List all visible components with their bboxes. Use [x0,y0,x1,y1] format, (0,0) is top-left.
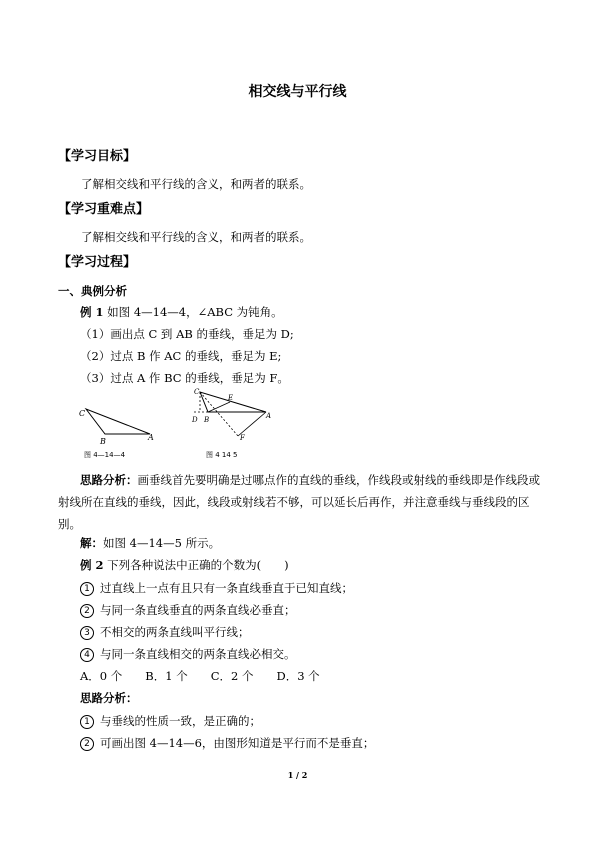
option-text: 不相交的两条直线叫平行线； [100,625,250,639]
example1-label: 例 1 [80,305,104,319]
option-text: 过直线上一点有且只有一条直线垂直于已知直线； [100,581,353,595]
example2-analysis-item-1 [80,713,261,729]
fig2-label-e: E [228,394,234,402]
fig2-label-a: A [266,412,272,420]
goal-heading: 【学习目标】 [58,149,137,164]
option-text: 与同一条直线相交的两条直线必相交。 [100,647,296,661]
key-points-heading: 【学习重难点】 [58,202,150,217]
circled-number: 2 [80,737,94,751]
fig2-label-f: F [240,434,245,442]
example2-option-3 [80,624,250,640]
example2-text: 下列各种说法中正确的个数为( ) [107,558,289,572]
example1-answer [80,535,220,551]
page-number: 1 / 2 [287,770,308,780]
example1-item-1: （1）画出点 C 到 AB 的垂线，垂足为 D; [80,327,294,341]
figure-4-14-4 [78,404,158,444]
triangle-abc [86,409,150,434]
example1-statement [80,304,283,320]
fig2-label-c: C [194,388,200,396]
example1-text: 如图 4—14—4，∠ABC 为钝角。 [107,305,283,319]
example1-item-3: （3）过点 A 作 BC 的垂线，垂足为 F。 [80,371,289,385]
figure-4-14-4-caption: 图 4—14—4 [84,451,126,459]
fig1-label-c: C [79,409,86,418]
goal-text: 了解相交线和平行线的含义，和两者的联系。 [81,177,311,191]
example2-option-4 [80,646,296,662]
example1-answer-text: 如图 4—14—5 所示。 [103,536,221,550]
example2-option-1 [80,580,353,596]
example1-analysis-label: 思路分析： [80,473,138,487]
circled-number: 1 [80,715,94,729]
fig1-label-b: B [100,437,106,444]
key-points-text: 了解相交线和平行线的含义，和两者的联系。 [81,230,311,244]
example2-analysis-item-2 [80,735,374,751]
option-text: 与同一条直线垂直的两条直线必垂直； [100,603,296,617]
example2-choices: A．0 个 B．1 个 C．2 个 D．3 个 [80,669,320,683]
process-heading: 【学习过程】 [58,255,137,270]
example2-option-2 [80,602,296,618]
circled-number: 4 [80,648,94,662]
fig2-label-d: D [192,416,198,424]
part1-heading: 一、典例分析 [58,284,127,298]
figure-4-14-5-caption: 图 4 14 5 [206,451,238,459]
fig1-label-a: A [148,433,154,442]
circled-number: 1 [80,582,94,596]
figure-4-14-5 [186,386,276,446]
circled-number: 3 [80,626,94,640]
page-title: 相交线与平行线 [248,84,347,100]
example2-statement [80,557,289,573]
example1-analysis-text: 画垂线首先要明确是过哪点作的直线的垂线，作线段或射线的垂线即是作线段或射线所在直线的垂线，因此，线段或射线若不够，可以延长后再作，并注意垂线与垂线段的区别。 [58,473,540,531]
circled-number: 2 [80,604,94,618]
fig2-label-b: B [204,416,210,424]
example1-analysis [58,469,542,535]
analysis-item-text: 与垂线的性质一致，是正确的； [100,714,261,728]
example1-item-2: （2）过点 B 作 AC 的垂线，垂足为 E; [80,349,282,363]
example2-label: 例 2 [80,558,104,572]
analysis-item-text: 可画出图 4—14—6，由图形知道是平行而不是垂直； [100,736,375,750]
example1-answer-label: 解： [80,536,103,550]
perpendicular-be [208,402,230,412]
perpendicular-af [238,412,266,436]
example2-analysis-label: 思路分析： [80,691,138,705]
